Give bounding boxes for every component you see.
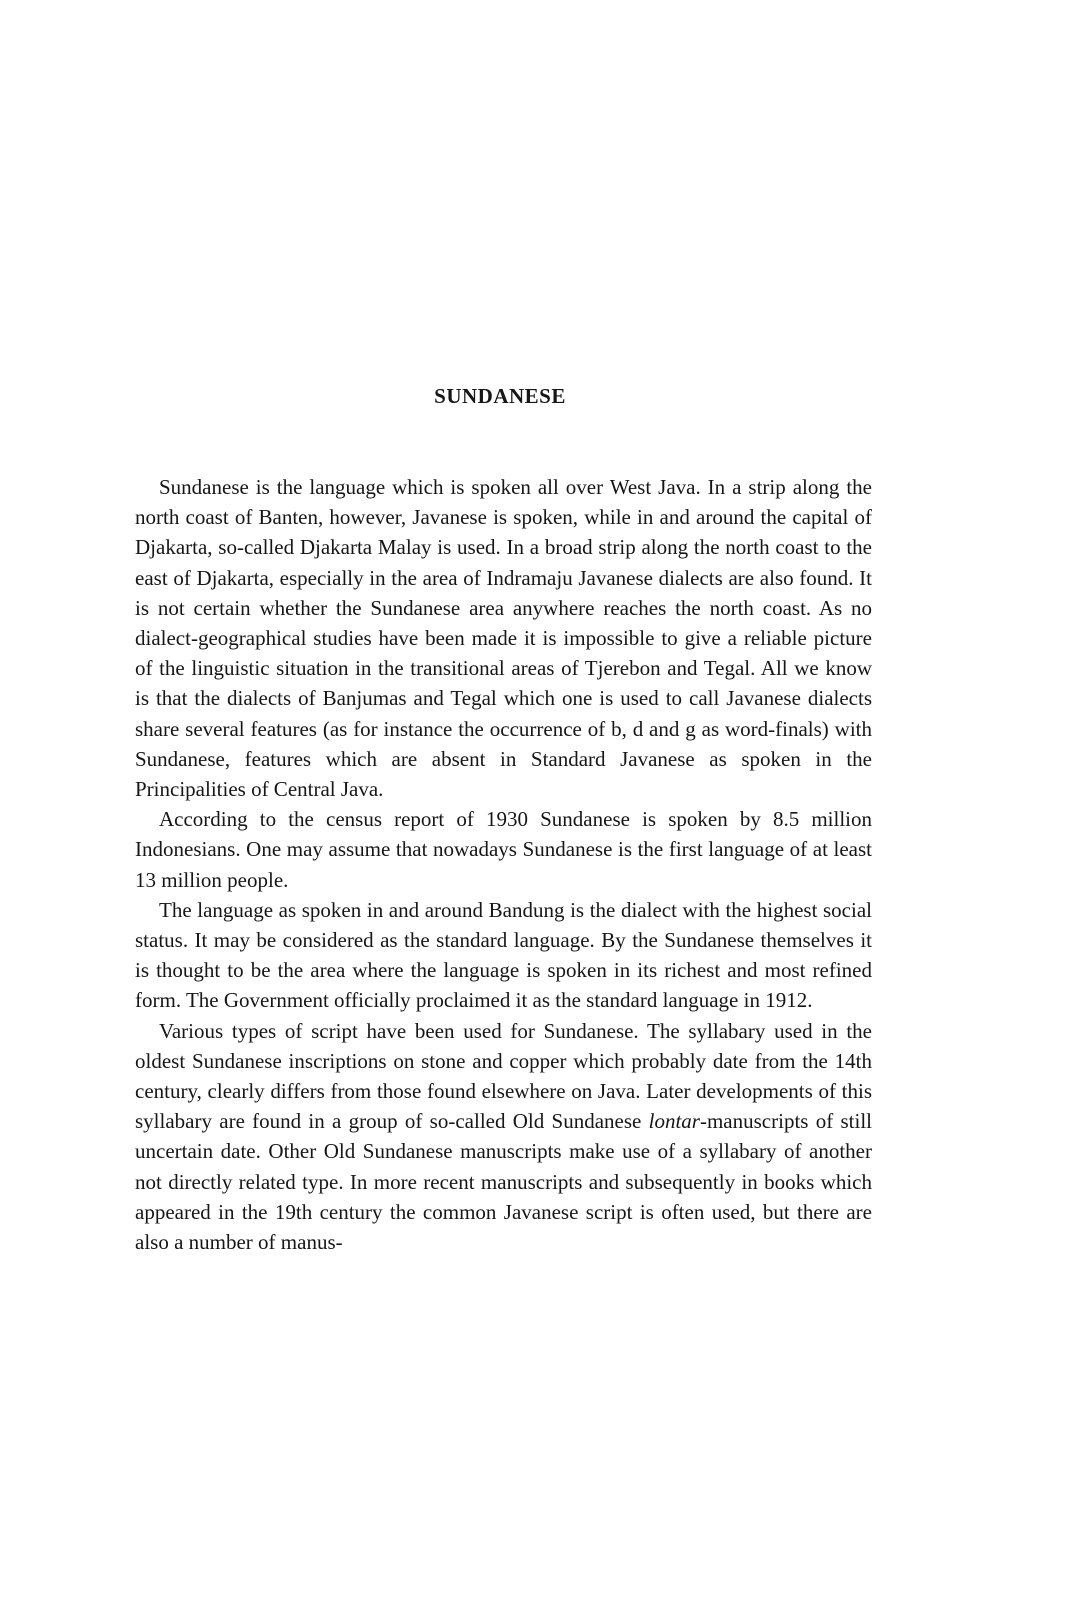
page-title: SUNDANESE — [434, 384, 566, 408]
paragraph-2: According to the census report of 1930 Sundanese is spoken by 8.5 million Indonesians. One may assume that nowadays Sundanese is the first language of at least 13 million people. — [135, 807, 872, 892]
paragraph-3: The language as spoken in and around Bandung is the dialect with the highest social status. It may be considered as the standard language. By the Sundanese themselves it is thought to be the area where the language is spoken in its richest and most refined form. The Government officially proclaimed it as the standard language in 1912. — [135, 897, 872, 1013]
paragraph-4-text-after: -manuscripts of still uncertain date. Other Old Sundanese manuscripts make use of a syllabary of another not directly related type. In more recent manuscripts and subsequently in books which appeared in the 19th century the common Javanese script is often used, but there are also a number of manus- — [135, 1109, 873, 1255]
paragraph-4 — [135, 1016, 872, 1258]
paragraph-1: Sundanese is the language which is spoken all over West Java. In a strip along the north coast of Banten, however, Javanese is spoken, while in and around the capital of Djakarta, so-called Djakarta Malay is used. In a broad strip along the north coast to the east of Djakarta, especially in the area of Indramaju Javanese dialects are also found. It is not certain whether the Sundanese area anywhere reaches the north coast. As no dialect-geographical studies have been made it is impossible to give a reliable picture of the linguistic situation in the transitional areas of Tjerebon and Tegal. All we know is that the dialects of Banjumas and Tegal which one is used to call Javanese dialects share several features (as for instance the occurrence of b, d and g as word-finals) with Sundanese, features which are absent in Standard Javanese as spoken in the Principalities of Central Java. — [135, 475, 872, 802]
body-text — [135, 472, 872, 1257]
italic-term-lontar: lontar — [648, 1109, 700, 1134]
paragraph-4-text-before: Various types of script have been used for Sundanese. The syllabary used in the oldest Sundanese inscriptions on stone and copper which probably date from the 14th century, clearly differs from those found elsewhere on Java. Later developments of this syllabary are found in a group of so-called Old Sundanese — [135, 1018, 872, 1134]
